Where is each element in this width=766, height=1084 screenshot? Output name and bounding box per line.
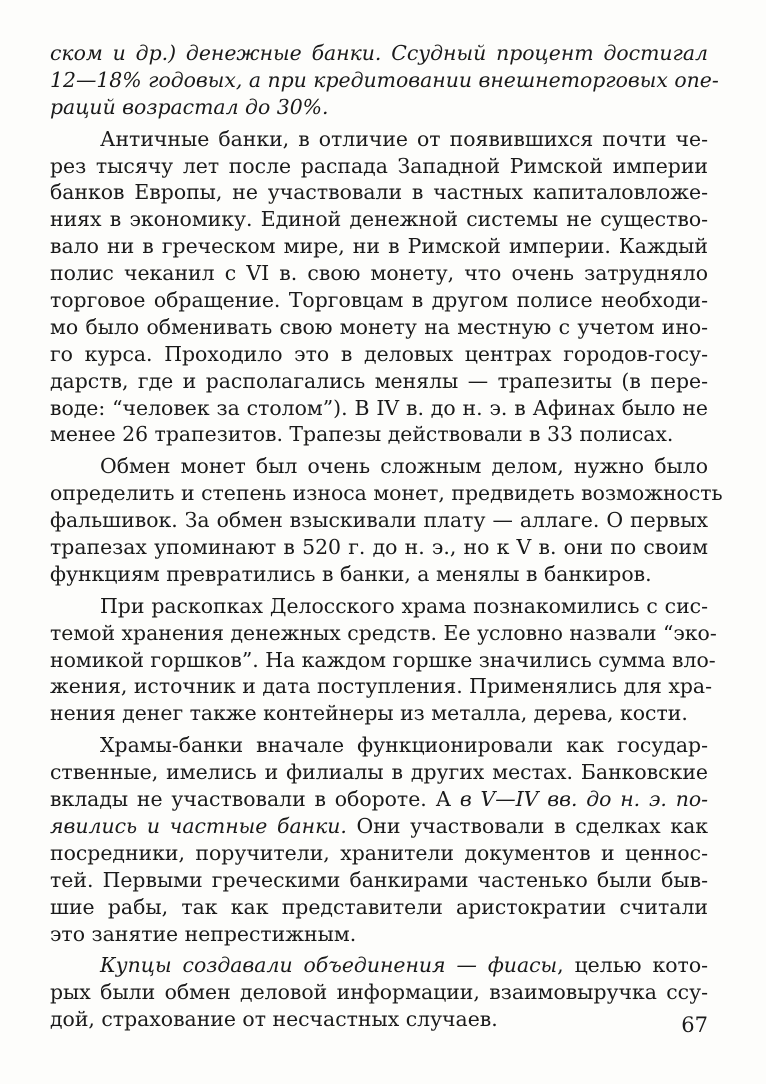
- text-line: [50, 507, 708, 534]
- text-segment: номикой горшков”. На каждом горшке значились сумма вло-: [50, 647, 716, 672]
- text-line: [50, 395, 708, 422]
- text-line: [50, 921, 708, 948]
- text-segment: полис чеканил с VI в. свою монету, что очень затрудняло: [50, 261, 708, 286]
- text-line: [50, 94, 708, 121]
- text-line: [50, 421, 708, 448]
- text-segment: вклады не участвовали в обороте. А: [50, 787, 460, 812]
- text-line: [50, 179, 708, 206]
- text-segment: фальшивок. За обмен взыскивали плату — аллаге. О первых: [50, 508, 708, 533]
- text-line: [50, 453, 708, 480]
- text-line: [50, 1006, 708, 1033]
- text-line: [50, 786, 708, 813]
- text-segment: раций возрастал до 30%.: [50, 94, 329, 119]
- text-segment: в V—IV вв. до н. э. по-: [459, 787, 708, 812]
- text-segment: Античные банки, в отличие от появившихся почти че-: [100, 126, 708, 151]
- text-segment: , целью кото-: [557, 953, 708, 978]
- text-segment: 12—18% годовых, а при кредитовании внешнеторговых опе-: [50, 67, 719, 92]
- text-segment: го курса. Проходило это в деловых центрах городов-госу-: [50, 341, 708, 366]
- text-segment: функциям превратились в банки, а менялы в банкиров.: [50, 561, 652, 586]
- text-line: [50, 341, 708, 368]
- text-segment: дарств, где и располагались менялы — трапезиты (в пере-: [50, 368, 708, 393]
- text-segment: ском и др.) денежные банки. Ссудный процент достигал: [50, 41, 708, 65]
- text-segment: ниях в экономику. Единой денежной системы не существо-: [50, 207, 708, 232]
- text-line: [50, 620, 717, 647]
- text-line: [50, 40, 708, 67]
- text-segment: тей. Первыми греческими банкирами частенько были быв-: [50, 867, 708, 892]
- text-segment: шие рабы, так как представители аристократии считали: [50, 894, 708, 919]
- text-segment: Купцы создавали объединения — фиасы: [100, 953, 558, 978]
- text-line: [50, 287, 708, 314]
- text-segment: торговое обращение. Торговцам в другом полисе необходи-: [50, 288, 708, 313]
- text-segment: менее 26 трапезитов. Трапезы действовали в 33 полисах.: [50, 422, 674, 447]
- text-segment: рез тысячу лет после распада Западной Римской империи: [50, 153, 708, 178]
- text-line: [50, 260, 708, 287]
- text-line: [50, 233, 708, 260]
- text-line: [50, 759, 708, 786]
- text-segment: воде: “человек за столом”). В IV в. до н. э. в Афинах было не: [50, 395, 708, 420]
- text-line: [50, 732, 708, 759]
- text-line: [50, 647, 716, 674]
- text-line: [50, 894, 708, 921]
- text-segment: рых были обмен деловой информации, взаимовыручка ссу-: [50, 980, 708, 1005]
- text-segment: дой, страхование от несчастных случаев.: [50, 1007, 498, 1032]
- body-text: [50, 40, 723, 1033]
- text-line: [50, 561, 708, 588]
- text-line: [50, 952, 708, 979]
- text-line: [50, 840, 708, 867]
- text-segment: Обмен монет был очень сложным делом, нужно было: [100, 454, 708, 479]
- text-line: [50, 206, 708, 233]
- text-line: [50, 67, 719, 94]
- text-segment: Они участвовали в сделках как: [346, 813, 708, 838]
- text-segment: ственные, имелись и филиалы в других местах. Банковские: [50, 760, 708, 785]
- text-segment: это занятие непрестижным.: [50, 921, 357, 946]
- text-line: [50, 314, 708, 341]
- text-line: [50, 368, 708, 395]
- text-line: [50, 979, 708, 1006]
- text-line: [50, 480, 723, 507]
- text-segment: явились и частные банки.: [50, 813, 347, 838]
- text-line: [50, 593, 708, 620]
- text-line: [50, 867, 708, 894]
- text-line: [50, 534, 708, 561]
- text-segment: темой хранения денежных средств. Ее условно назвали “эко-: [50, 620, 717, 645]
- text-line: [50, 673, 712, 700]
- text-segment: трапезах упоминают в 520 г. до н. э., но к V в. они по своим: [50, 535, 708, 560]
- text-line: [50, 126, 708, 153]
- text-segment: жения, источник и дата поступления. Применялись для хра-: [50, 674, 712, 699]
- text-segment: посредники, поручители, хранители документов и ценнос-: [50, 840, 708, 865]
- page-number: 67: [681, 1013, 708, 1037]
- text-segment: нения денег также контейнеры из металла, дерева, кости.: [50, 701, 688, 726]
- text-segment: При раскопках Делосского храма познакомились с сис-: [100, 593, 708, 618]
- text-segment: Храмы-банки вначале функционировали как государ-: [100, 733, 708, 758]
- text-segment: банков Европы, не участвовали в частных капиталовложе-: [50, 180, 708, 205]
- text-line: [50, 700, 708, 727]
- text-segment: вало ни в греческом мире, ни в Римской империи. Каждый: [50, 234, 708, 259]
- text-segment: мо было обменивать свою монету на местную с учетом ино-: [50, 314, 708, 339]
- text-segment: определить и степень износа монет, предвидеть возможность: [50, 481, 723, 506]
- text-line: [50, 813, 708, 840]
- text-line: [50, 153, 708, 180]
